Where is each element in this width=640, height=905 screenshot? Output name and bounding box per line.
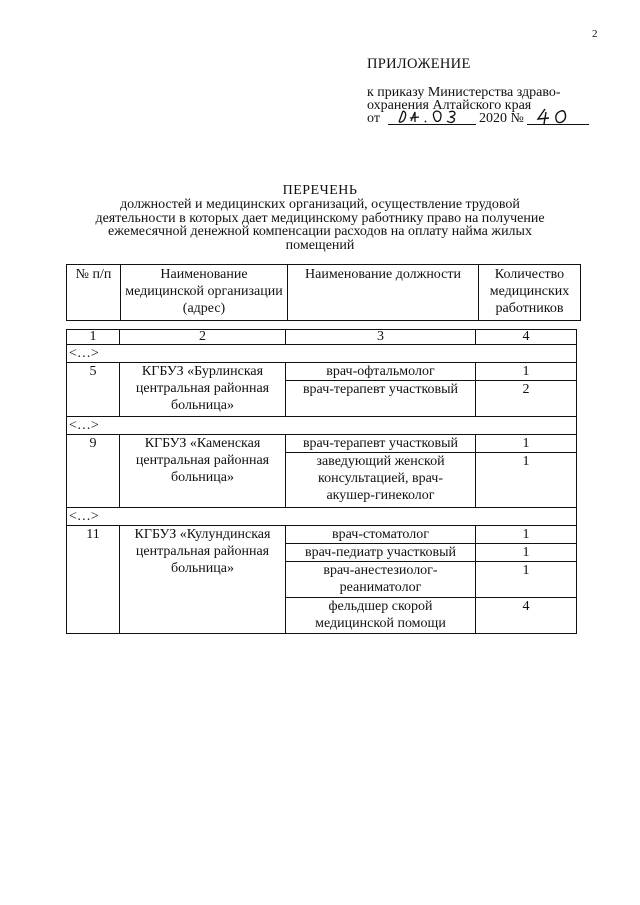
position-count: 2 (476, 381, 577, 417)
appendix-order-line-2: охранения Алтайского края (367, 98, 532, 113)
position-title: врач-педиатр участковый (286, 544, 476, 562)
position-title: врач-стоматолог (286, 526, 476, 544)
heading-title: ПЕРЕЧЕНЬ (282, 183, 358, 198)
ellipsis-row (67, 345, 577, 363)
heading-line: должностей и медицинских организаций, осуществление трудовой (120, 196, 520, 212)
position-count: 1 (476, 526, 577, 544)
table-row (67, 363, 577, 381)
position-count: 4 (476, 598, 577, 634)
row-number: 9 (67, 435, 120, 508)
table-row (67, 435, 577, 453)
column-number: 1 (67, 330, 120, 345)
appendix-title: ПРИЛОЖЕНИЕ (367, 56, 471, 72)
position-title: фельдшер скорой медицинской помощи (286, 598, 476, 634)
positions-table (66, 329, 577, 634)
table-header (66, 264, 581, 321)
heading-line: деятельности в которых дает медицинскому работнику право на получение (95, 210, 545, 226)
ellipsis: <…> (67, 345, 577, 363)
ellipsis: <…> (67, 508, 577, 526)
organization-name: КГБУЗ «Каменская центральная районная больница» (120, 435, 286, 508)
column-number: 4 (476, 330, 577, 345)
position-count: 1 (476, 363, 577, 381)
position-title: заведующий женской консультацией, врач-акушер-гинеколог (286, 453, 476, 508)
page-number: 2 (592, 28, 598, 40)
position-count: 1 (476, 453, 577, 508)
heading-line: ежемесячной денежной компенсации расходов на оплату найма жилых (108, 224, 532, 240)
column-number-row (67, 330, 577, 345)
organization-name: КГБУЗ «Бурлинская центральная районная больница» (120, 363, 286, 417)
table-row (67, 526, 577, 544)
heading-line: помещений (285, 238, 355, 254)
header-count: Количество медицинских работников (479, 265, 581, 321)
header-number: № п/п (67, 265, 121, 321)
position-count: 1 (476, 435, 577, 453)
organization-name: КГБУЗ «Кулундинская центральная районная больница» (120, 526, 286, 634)
position-title: врач-терапевт участковый (286, 381, 476, 417)
column-number: 2 (120, 330, 286, 345)
position-title: врач-офтальмолог (286, 363, 476, 381)
header-position: Наименование должности (288, 265, 479, 321)
position-title: врач-терапевт участковый (286, 435, 476, 453)
position-count: 1 (476, 562, 577, 598)
ellipsis: <…> (67, 417, 577, 435)
year-label: 2020 № (479, 111, 524, 126)
ellipsis-row (67, 508, 577, 526)
appendix-order-line-1: к приказу Министерства здраво- (367, 85, 561, 100)
column-number: 3 (286, 330, 476, 345)
position-title: врач-анестезиолог-реаниматолог (286, 562, 476, 598)
appendix-block (367, 56, 561, 127)
row-number: 11 (67, 526, 120, 634)
ellipsis-row (67, 417, 577, 435)
header-organization: Наименование медицинской организации (адрес) (121, 265, 288, 321)
position-count: 1 (476, 544, 577, 562)
appendix-order-date-line (367, 112, 561, 127)
handwritten-date (395, 108, 473, 126)
handwritten-number (535, 107, 579, 126)
document-heading (60, 184, 580, 253)
row-number: 5 (67, 363, 120, 417)
from-label: от (367, 111, 380, 126)
